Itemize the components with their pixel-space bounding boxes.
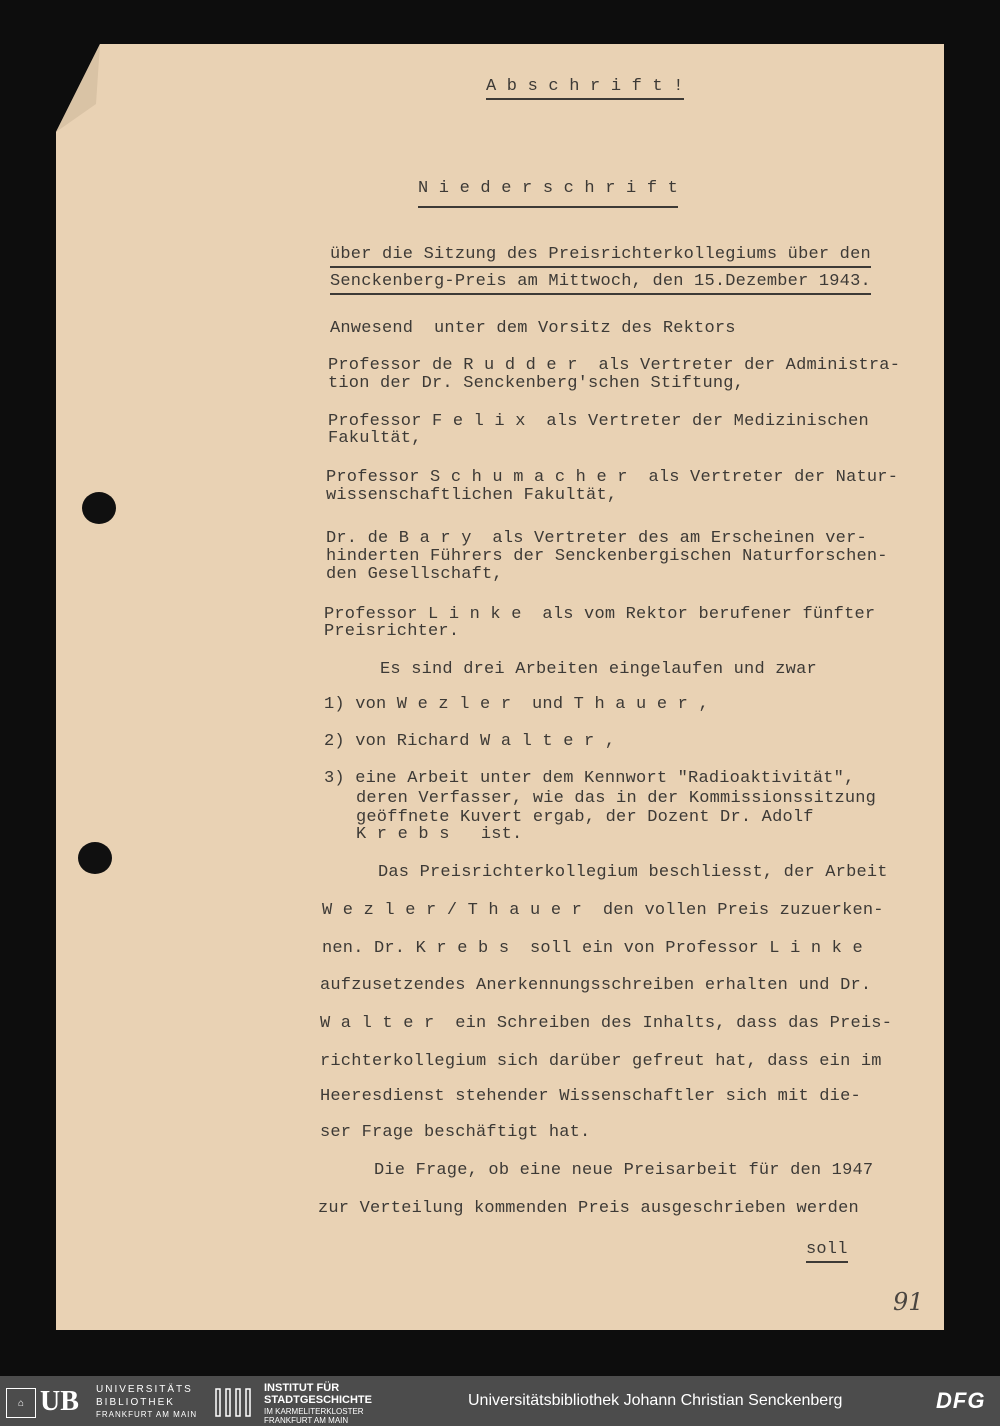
works-intro: Es sind drei Arbeiten eingelaufen und zwar [380, 660, 817, 679]
member-4-line-3: den Gesellschaft, [326, 565, 503, 584]
institute-line-2: STADTGESCHICHTE [264, 1394, 372, 1406]
member-2-line-1: Professor F e l i x als Vertreter der Medizinischen [328, 412, 869, 431]
present-intro: Anwesend unter dem Vorsitz des Rektors [330, 319, 736, 338]
decision-line-6: richterkollegium sich darüber gefreut hat, dass ein im [320, 1052, 882, 1071]
work-1: 1) von W e z l e r und T h a u e r , [324, 695, 709, 714]
ub-line-2: BIBLIOTHEK [96, 1397, 175, 1408]
ub-line-3: FRANKFURT AM MAIN [96, 1410, 198, 1419]
institute-line-3: IM KARMELITERKLOSTER [264, 1407, 364, 1416]
page-number: 91 [893, 1288, 924, 1316]
member-1-line-2: tion der Dr. Senckenberg'schen Stiftung, [328, 374, 745, 393]
member-5-line-2: Preisrichter. [324, 622, 460, 641]
decision-line-7: Heeresdienst stehender Wissenschaftler sich mit die- [320, 1087, 861, 1106]
decision-line-3: nen. Dr. K r e b s soll ein von Professor L i n k e [322, 939, 863, 958]
work-3-line-3: geöffnete Kuvert ergab, der Dozent Dr. Adolf [356, 808, 814, 827]
decision-line-1: Das Preisrichterkollegium beschliesst, der Arbeit [378, 863, 888, 882]
dfg-logo[interactable]: DFG [936, 1388, 986, 1413]
member-2-line-2: Fakultät, [328, 429, 422, 448]
decision-line-2: W e z l e r / T h a u e r den vollen Preis zuzuerken- [322, 901, 884, 920]
punch-hole-bottom [78, 842, 112, 874]
decision-line-8: ser Frage beschäftigt hat. [320, 1123, 591, 1142]
question-line-2: zur Verteilung kommenden Preis ausgeschrieben werden [318, 1199, 859, 1218]
member-4-line-2: hinderten Führers der Senckenbergischen Naturforschen- [326, 547, 888, 566]
institute-line-1: INSTITUT FÜR [264, 1382, 340, 1394]
member-5-line-1: Professor L i n k e als vom Rektor berufener fünfter [324, 605, 876, 624]
member-3-line-2: wissenschaftlichen Fakultät, [326, 486, 618, 505]
catchword: soll [806, 1241, 848, 1263]
member-4-line-1: Dr. de B a r y als Vertreter des am Erscheinen ver- [326, 529, 867, 548]
decision-line-4: aufzusetzendes Anerkennungsschreiben erhalten und Dr. [320, 976, 872, 995]
work-3-line-1: 3) eine Arbeit unter dem Kennwort "Radioaktivität", [324, 769, 855, 788]
document-title: N i e d e r s c h r i f t [418, 180, 678, 208]
institute-columns-icon [214, 1386, 256, 1418]
member-1-line-1: Professor de R u d d e r als Vertreter der Administra- [328, 356, 901, 375]
question-line-1: Die Frage, ob eine neue Preisarbeit für den 1947 [374, 1161, 874, 1180]
decision-line-5: W a l t e r ein Schreiben des Inhalts, dass das Preis- [320, 1014, 893, 1033]
work-3-line-4: K r e b s ist. [356, 825, 523, 844]
work-2: 2) von Richard W a l t e r , [324, 732, 616, 751]
punch-hole-top [82, 492, 116, 524]
ub-line-1: UNIVERSITÄTS [96, 1384, 193, 1395]
copy-heading: A b s c h r i f t ! [486, 78, 684, 100]
ub-logo[interactable]: UB [40, 1386, 79, 1417]
subject-line-1: über die Sitzung des Preisrichterkollegiums über den [330, 246, 871, 268]
institute-line-4: FRANKFURT AM MAIN [264, 1416, 349, 1425]
footer-bar [0, 1376, 1000, 1426]
member-3-line-1: Professor S c h u m a c h e r als Vertreter der Natur- [326, 468, 899, 487]
ub-logo-icon: ⌂ [6, 1388, 36, 1418]
work-3-line-2: deren Verfasser, wie das in der Kommissionssitzung [356, 789, 877, 808]
subject-line-2: Senckenberg-Preis am Mittwoch, den 15.Dezember 1943. [330, 273, 871, 295]
library-name[interactable]: Universitätsbibliothek Johann Christian Senckenberg [468, 1392, 843, 1409]
